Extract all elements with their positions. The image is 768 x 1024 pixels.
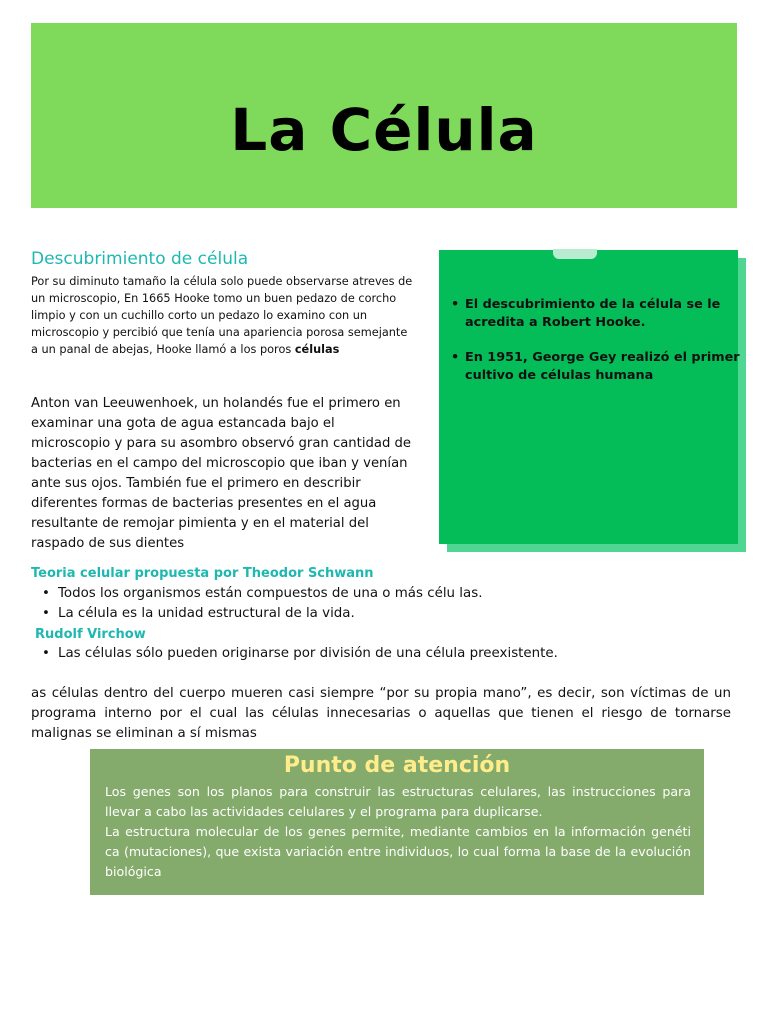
schwann-list — [42, 584, 742, 624]
schwann-heading: Teoria celular propuesta por Theodor Schwann — [31, 566, 374, 581]
attention-line-1: Los genes son los planos para construir las estructuras celulares, las instrucciones para llevar a cabo las actividades celulares y el programa para duplicarse. — [105, 784, 691, 819]
attention-box — [90, 749, 704, 895]
highlight-card-tab — [553, 249, 597, 259]
highlight-card-item: • En 1951, George Gey realizó el primer cultivo de células humana — [451, 349, 751, 385]
discovery-paragraph — [31, 273, 416, 358]
attention-line-2: La estructura molecular de los genes permite, mediante cambios en la información genéti ca (mutaciones), que exista variación entre individuos, lo cual forma la base de la evolución biológica — [105, 824, 691, 879]
highlight-card — [439, 250, 738, 544]
discovery-heading: Descubrimiento de célula — [31, 249, 249, 269]
list-item: • Todos los organismos están compuestos de una o más célu las. — [42, 584, 742, 604]
title-banner — [31, 23, 737, 208]
apoptosis-paragraph: as células dentro del cuerpo mueren casi siempre “por su propia mano”, es decir, son víctimas de un programa interno por el cual las células innecesarias o aquellas que tienen el riesgo de tornarse malignas se eliminan a sí mismas — [31, 686, 731, 741]
discovery-paragraph-bold: células — [294, 343, 340, 356]
discovery-paragraph-text: Por su diminuto tamaño la célula solo puede observarse atreves de un microscopio, En 1665 Hooke tomo un buen pedazo de corcho limpio y con un cuchillo corto un pedazo lo examino con un microscopio y percibió que tenía una apariencia porosa semejante a un panal de abejas, Hooke llamó a los poros — [31, 275, 413, 356]
list-item: • La célula es la unidad estructural de la vida. — [42, 604, 742, 624]
leeuwenhoek-paragraph: Anton van Leeuwenhoek, un holandés fue el primero en examinar una gota de agua estancada bajo el microscopio y para su asombro observó gran cantidad de bacterias en el campo del microscopio que iban y venían ante sus ojos. También fue el primero en describir diferentes formas de bacterias presentes en el agua resultante de remojar pimienta y en el material del raspado de sus dientes — [31, 396, 411, 551]
virchow-list — [42, 644, 742, 664]
attention-text — [105, 782, 691, 882]
attention-heading: Punto de atención — [283, 753, 511, 778]
highlight-card-item: • El descubrimiento de la célula se le acredita a Robert Hooke. — [451, 296, 751, 332]
list-item: • Las células sólo pueden originarse por división de una célula preexistente. — [42, 644, 742, 664]
highlight-card-list — [451, 296, 751, 402]
page-title: La Célula — [230, 96, 538, 164]
virchow-heading: Rudolf Virchow — [35, 627, 146, 642]
